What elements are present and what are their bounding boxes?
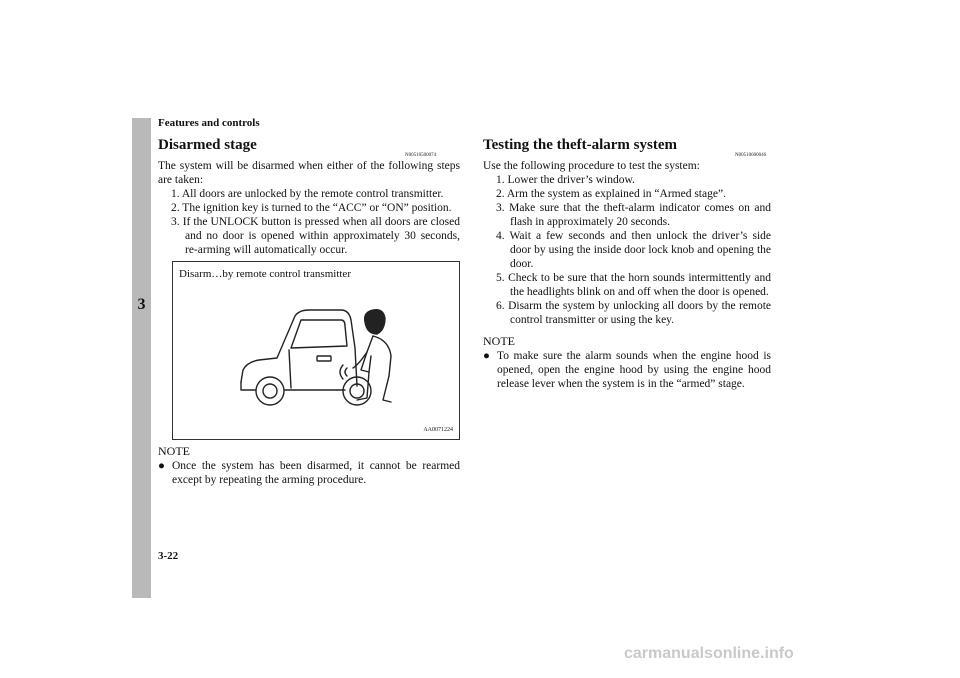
figure-disarm-illustration	[172, 261, 460, 440]
right-step: 5. Check to be sure that the horn sounds intermittently and the headlights blink on and off when the door is opened.	[496, 272, 771, 298]
heading-testing-theft-alarm: Testing the theft-alarm system	[483, 137, 677, 153]
left-steps	[171, 187, 460, 257]
right-step: 2. Arm the system as explained in “Armed stage”.	[496, 188, 726, 200]
left-body	[158, 159, 460, 257]
page-number: 3-22	[158, 550, 179, 562]
note-label-right: NOTE	[483, 334, 515, 348]
note-text-right: To make sure the alarm sounds when the engine hood is opened, open the engine hood by using the engine hood release lever when the system is in the “armed” stage.	[497, 350, 771, 390]
note-bullet-right	[483, 349, 771, 391]
right-step: 1. Lower the driver’s window.	[496, 174, 635, 186]
right-step: 3. Make sure that the theft-alarm indicator comes on and flash in approximately 20 seconds.	[496, 202, 771, 228]
chapter-tab-bar	[132, 118, 151, 598]
left-step: 2. The ignition key is turned to the “ACC” or “ON” position.	[171, 202, 452, 214]
bullet-dot: ●	[158, 460, 165, 472]
left-intro: The system will be disarmed when either of the following steps are taken:	[158, 160, 460, 186]
right-step: 4. Wait a few seconds and then unlock the driver’s side door by using the inside door lock knob and opening the door.	[496, 230, 771, 270]
chapter-tab-number: 3	[137, 296, 146, 313]
right-note	[483, 334, 771, 391]
watermark: carmanualsonline.info	[624, 645, 794, 662]
section-code-left: N00510500074	[405, 153, 437, 158]
left-step: 1. All doors are unlocked by the remote control transmitter.	[171, 188, 444, 200]
note-bullet-left	[158, 459, 460, 487]
heading-disarmed-stage: Disarmed stage	[158, 137, 257, 153]
figure-code: AA0071224	[423, 427, 453, 433]
right-body	[483, 159, 771, 391]
figure-caption: Disarm…by remote control transmitter	[179, 268, 351, 280]
left-step: 3. If the UNLOCK button is pressed when all doors are closed and no door is opened within approximately 30 seconds, re-arming will automatically occur.	[171, 216, 460, 256]
running-header: Features and controls	[158, 117, 260, 129]
car-person-illustration	[233, 290, 413, 420]
right-steps	[496, 173, 771, 327]
section-code-right: N00510600046	[735, 153, 767, 158]
right-step: 6. Disarm the system by unlocking all doors by the remote control transmitter or using the key.	[496, 300, 771, 326]
left-note	[158, 444, 460, 487]
bullet-dot: ●	[483, 350, 490, 362]
note-label-left: NOTE	[158, 444, 190, 458]
note-text-left: Once the system has been disarmed, it cannot be rearmed except by repeating the arming procedure.	[172, 460, 460, 486]
right-intro: Use the following procedure to test the system:	[483, 160, 700, 172]
